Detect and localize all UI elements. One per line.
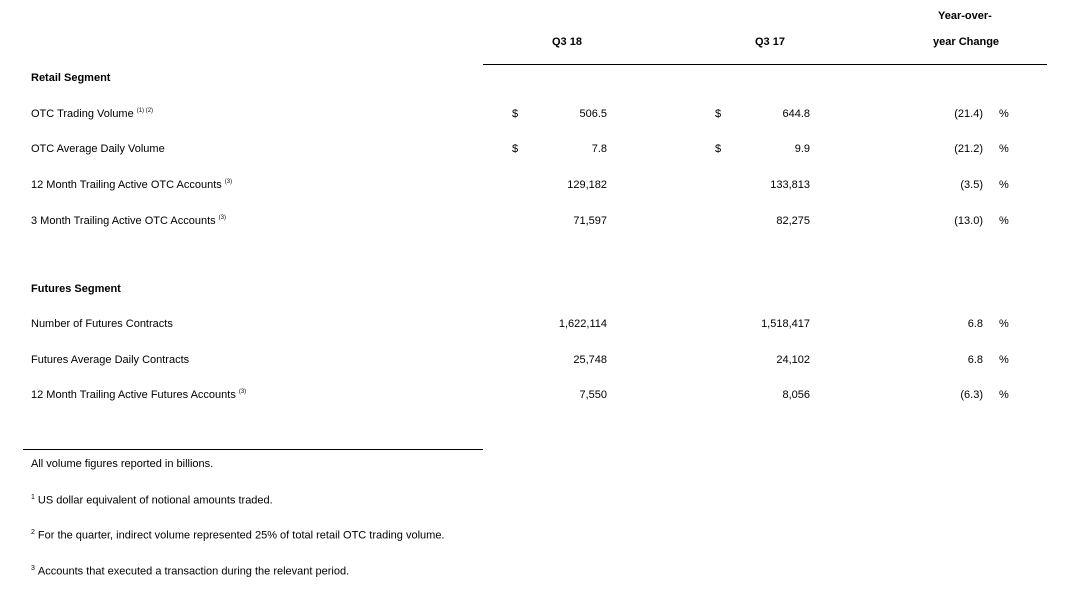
currency-symbol: $ bbox=[512, 108, 519, 120]
value-q3-17: 82,275 bbox=[776, 215, 810, 227]
value-q3-18: 1,622,114 bbox=[558, 318, 607, 330]
value-q3-17: 24,102 bbox=[776, 354, 810, 366]
footnote-volume-units: All volume figures reported in billions. bbox=[31, 458, 214, 470]
footnote-marker: 1 bbox=[31, 494, 35, 501]
percent-sign: % bbox=[999, 143, 1009, 155]
footnote-rule bbox=[23, 449, 483, 450]
column-header-q3-18: Q3 18 bbox=[552, 36, 582, 48]
value-q3-18: 506.5 bbox=[579, 108, 607, 120]
value-change: (21.2) bbox=[954, 143, 983, 155]
value-change: (13.0) bbox=[954, 215, 983, 227]
row-label: Futures Average Daily Contracts bbox=[31, 354, 190, 366]
percent-sign: % bbox=[999, 318, 1009, 330]
percent-sign: % bbox=[999, 354, 1009, 366]
value-q3-17: 1,518,417 bbox=[761, 318, 810, 330]
value-q3-17: 133,813 bbox=[770, 179, 810, 191]
value-q3-17: 8,056 bbox=[782, 389, 810, 401]
footnote-1: $^1$ US dollar equivalent of notional amounts traded. bbox=[31, 494, 273, 507]
footnote-marker: 3 bbox=[31, 565, 35, 572]
value-change: 6.8 bbox=[967, 318, 983, 330]
currency-symbol: $ bbox=[715, 143, 722, 155]
section-title-retail: Retail Segment bbox=[31, 72, 111, 84]
footnote-3: $^3$ Accounts that executed a transaction during the relevant period. bbox=[31, 565, 350, 578]
percent-sign: % bbox=[999, 179, 1009, 191]
currency-symbol: $ bbox=[512, 143, 519, 155]
value-q3-18: 71,597 bbox=[573, 215, 607, 227]
column-header-q3-17: Q3 17 bbox=[755, 36, 785, 48]
header-rule bbox=[483, 64, 1047, 65]
value-q3-18: 25,748 bbox=[573, 354, 607, 366]
percent-sign: % bbox=[999, 215, 1009, 227]
column-header-change-line1: Year-over- bbox=[938, 10, 992, 22]
column-header-change-line2: year Change bbox=[933, 36, 1000, 48]
row-label: 12 Month Trailing Active OTC Accounts $^{(3)}$ bbox=[31, 179, 233, 191]
footnote-2: $^2$ For the quarter, indirect volume represented 25% of total retail OTC trading volume. bbox=[31, 529, 445, 542]
row-label: 3 Month Trailing Active OTC Accounts $^{(3)}$ bbox=[31, 215, 226, 227]
percent-sign: % bbox=[999, 108, 1009, 120]
currency-symbol: $ bbox=[715, 108, 722, 120]
row-label: 12 Month Trailing Active Futures Accounts $^{(3)}$ bbox=[31, 389, 247, 401]
row-label: OTC Trading Volume $^{(1) (2)}$ bbox=[31, 108, 154, 120]
value-q3-18: 7.8 bbox=[591, 143, 607, 155]
value-change: (6.3) bbox=[960, 389, 983, 401]
footnote-marker: 2 bbox=[31, 529, 35, 536]
value-q3-18: 7,550 bbox=[579, 389, 607, 401]
row-label: Number of Futures Contracts bbox=[31, 318, 173, 330]
value-q3-18: 129,182 bbox=[567, 179, 607, 191]
section-title-futures: Futures Segment bbox=[31, 283, 121, 295]
value-change: 6.8 bbox=[967, 354, 983, 366]
percent-sign: % bbox=[999, 389, 1009, 401]
value-q3-17: 9.9 bbox=[794, 143, 810, 155]
row-label: OTC Average Daily Volume bbox=[31, 143, 165, 155]
value-change: (3.5) bbox=[960, 179, 983, 191]
value-change: (21.4) bbox=[954, 108, 983, 120]
value-q3-17: 644.8 bbox=[782, 108, 810, 120]
